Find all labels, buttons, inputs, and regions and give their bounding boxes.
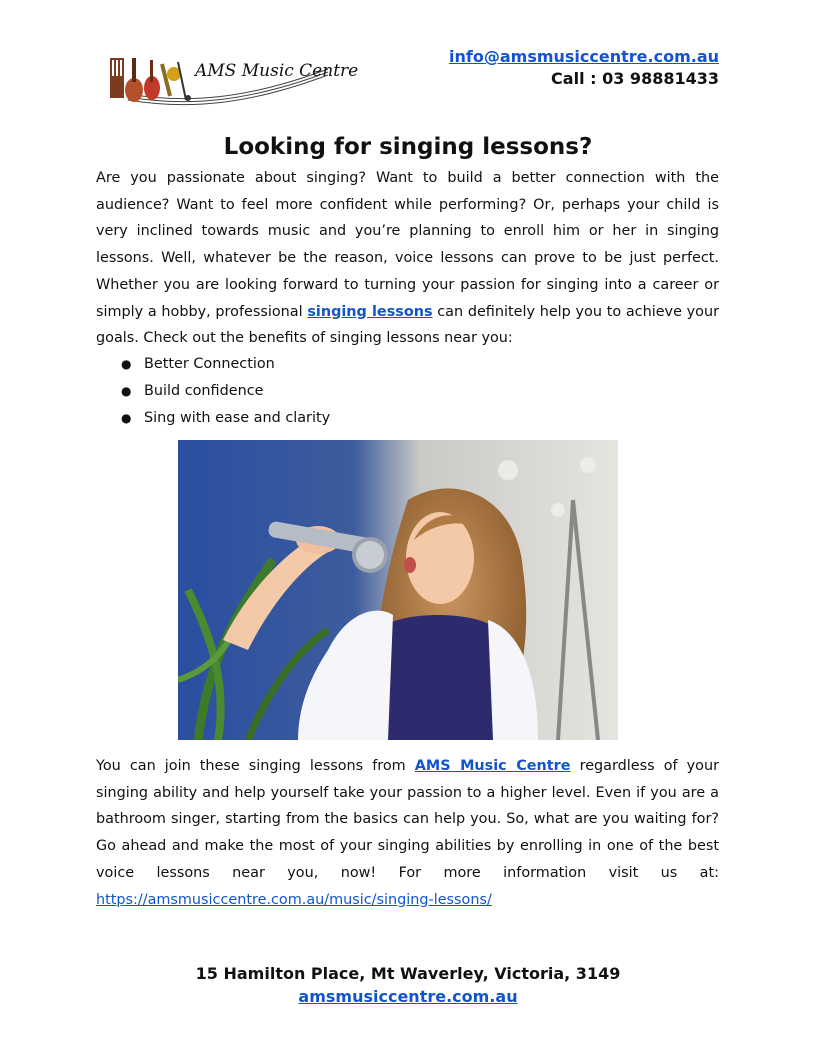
closing-text-after: regardless of your singing ability and help yourself take your passion to a higher level. Even if you are a bathroom singer, starting from the basics can help you. So, what are you waiting for? Go ahead and make the most of your singing abilities by enrolling in one of the best voice lessons near you, now! For more information visit us at: <box>96 758 720 881</box>
benefit-label: Build confidence <box>144 383 264 399</box>
closing-paragraph <box>96 753 719 913</box>
benefit-label: Sing with ease and clarity <box>144 410 331 426</box>
intro-text-before: Are you passionate about singing? Want to build a better connection with the audience? Want to feel more confident while performing? Or, perhaps your child is very inclined towards music and you’re planning to enroll him or her in singing lessons. Well, whatever be the reason, voice lessons can prove to be just perfect. Whether you are looking forward to turning your passion for singing into a career or simply a hobby, professional <box>96 170 719 320</box>
footer-website-link[interactable]: amsmusiccentre.com.au <box>298 987 518 1006</box>
phone-number: Call : 03 98881433 <box>551 69 719 88</box>
footer-address: 15 Hamilton Place, Mt Waverley, Victoria, 3149 <box>195 964 621 983</box>
closing-text-before: You can join these singing lessons from <box>96 758 406 774</box>
list-item <box>96 378 330 405</box>
contact-block <box>449 46 719 90</box>
intro-paragraph <box>96 165 719 352</box>
benefit-label: Better Connection <box>144 356 275 372</box>
photo-illustration <box>178 440 618 740</box>
list-item <box>96 351 330 378</box>
ams-logo <box>108 54 359 106</box>
benefits-list <box>96 351 330 432</box>
page-title: Looking for singing lessons? <box>223 134 593 160</box>
bullet-icon: ● <box>121 357 132 371</box>
intro-text-after: can definitely help you to achieve your goals. Check out the benefits of singing lessons near you: <box>96 303 719 347</box>
singing-lessons-link[interactable]: singing lessons <box>307 303 433 320</box>
list-item <box>96 405 330 432</box>
bullet-icon: ● <box>121 411 132 425</box>
ams-music-centre-link[interactable]: AMS Music Centre <box>414 758 571 774</box>
bullet-icon: ● <box>121 384 132 398</box>
footer <box>0 962 816 1008</box>
logo-text: AMS Music Centre <box>195 61 359 81</box>
email-link[interactable]: info@amsmusiccentre.com.au <box>449 47 719 66</box>
singing-lessons-url[interactable]: https://amsmusiccentre.com.au/music/singing-lessons/ <box>96 891 492 908</box>
girl-singing-photo <box>178 440 618 740</box>
